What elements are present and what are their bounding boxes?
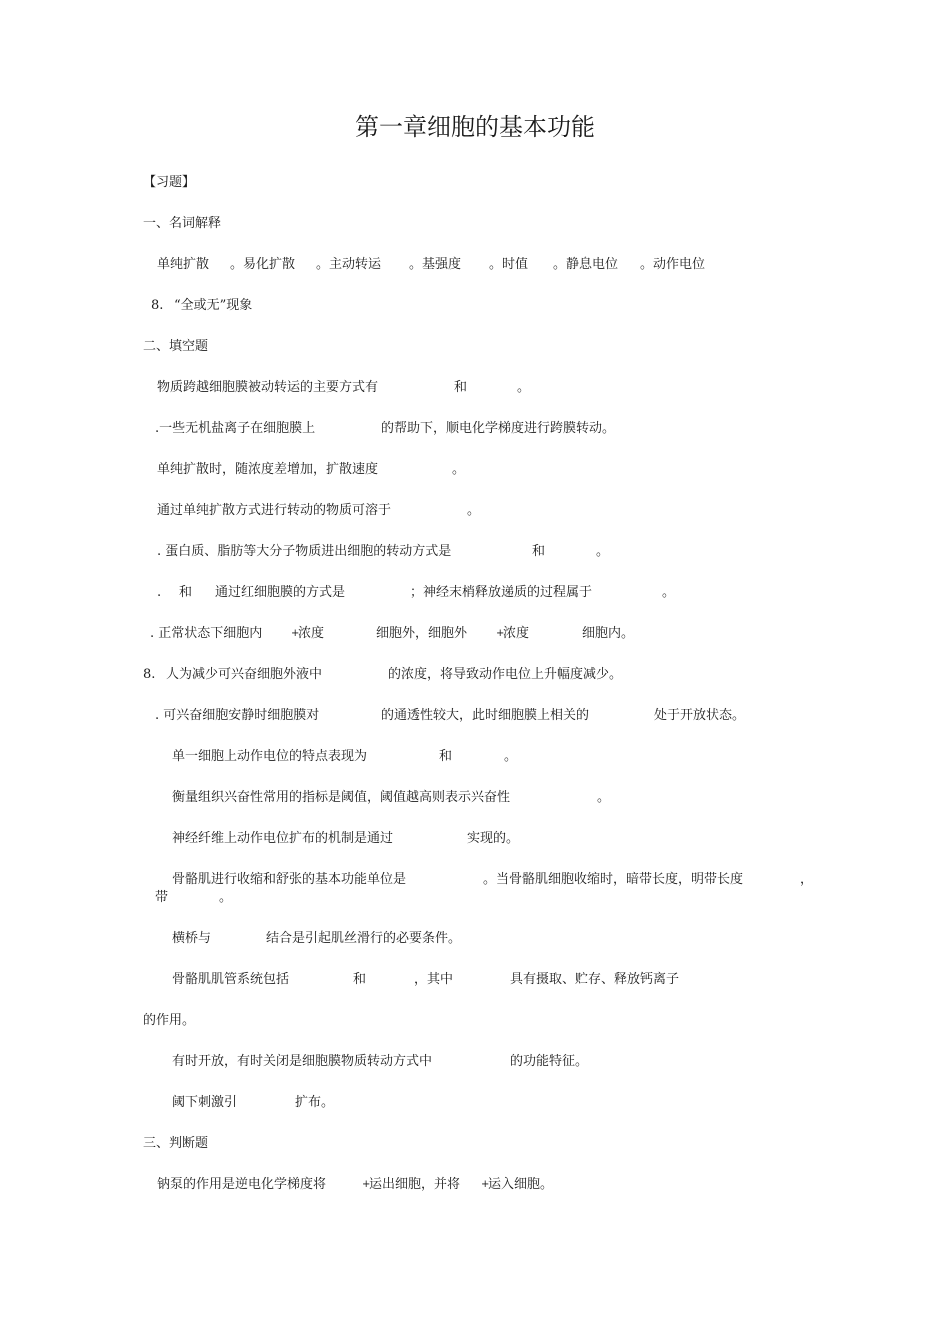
section-exercises-label: 【习题】	[143, 175, 196, 190]
term-item: 。主动转运	[316, 257, 382, 272]
question-text: 。	[504, 749, 518, 764]
question-text: 横桥与	[172, 931, 212, 946]
term-item: 。时值	[489, 257, 529, 272]
superscript-sign: +	[362, 1179, 371, 1190]
question-text: 浓度	[298, 626, 325, 641]
term-item: 。动作电位	[640, 257, 706, 272]
question-text: 。	[596, 544, 610, 559]
question-text: 具有摄取、贮存、释放钙离子	[510, 972, 680, 987]
question-text: 单一细胞上动作电位的特点表现为	[172, 749, 368, 764]
question-text: 人为减少可兴奋细胞外液中	[166, 667, 323, 682]
question-text: 运出细胞，并将	[369, 1177, 461, 1192]
term-8-number: 8.	[151, 298, 164, 313]
question-text: 和	[454, 380, 468, 395]
question-number: 8.	[143, 667, 156, 682]
question-text: 。	[467, 503, 481, 518]
question-text: 骨骼肌肌管系统包括	[172, 972, 290, 987]
section-2-heading: 二、填空题	[143, 339, 209, 354]
term-item: 。静息电位	[553, 257, 619, 272]
question-text: 运入细胞。	[488, 1177, 554, 1192]
question-text: 的帮助下，顺电化学梯度进行跨膜转动。	[381, 421, 616, 436]
question-text: 通过红细胞膜的方式是	[215, 585, 346, 600]
question-text: 有时开放，有时关闭是细胞膜物质转动方式中	[172, 1054, 433, 1069]
question-text: 单纯扩散时，随浓度差增加，扩散速度	[157, 462, 379, 477]
superscript-sign: +	[481, 1179, 490, 1190]
question-text: 和	[439, 749, 453, 764]
question-text: 细胞内。	[582, 626, 635, 641]
question-text: 的浓度，将导致动作电位上升幅度减少。	[388, 667, 623, 682]
question-text: 和	[532, 544, 546, 559]
question-text: 实现的。	[467, 831, 520, 846]
question-text: 。	[452, 462, 466, 477]
question-text: ，其中	[414, 972, 454, 987]
section-3-heading: 三、判断题	[143, 1136, 209, 1151]
question-text: 。当骨骼肌细胞收缩时，暗带长度，明带长度	[483, 872, 744, 887]
question-text: . 正常状态下细胞内	[150, 626, 263, 641]
question-text: 骨骼肌进行收缩和舒张的基本功能单位是	[172, 872, 407, 887]
question-text: .一些无机盐离子在细胞膜上	[155, 421, 316, 436]
question-text: . 蛋白质、脂肪等大分子物质进出细胞的转动方式是	[157, 544, 452, 559]
question-text: .	[157, 585, 162, 600]
question-text: 衡量组织兴奋性常用的指标是阈值，阈值越高则表示兴奋性	[172, 790, 511, 805]
question-text: 的功能特征。	[510, 1054, 589, 1069]
question-text: 处于开放状态。	[654, 708, 746, 723]
term-item: 。易化扩散	[230, 257, 296, 272]
fill-question-15-continued: 的作用。	[143, 1013, 196, 1028]
question-text: 钠泵的作用是逆电化学梯度将	[157, 1177, 327, 1192]
question-text: 阈下刺激引	[172, 1095, 238, 1110]
question-text: 带	[155, 890, 169, 905]
question-text: 。	[662, 585, 676, 600]
page-title: 第一章细胞的基本功能	[355, 113, 595, 141]
question-text: 。	[219, 890, 233, 905]
question-text: 。	[517, 380, 531, 395]
term-item: 单纯扩散	[157, 257, 210, 272]
section-1-heading: 一、名词解释	[143, 216, 222, 231]
question-text: 。	[597, 790, 611, 805]
question-text: 细胞外，细胞外	[376, 626, 468, 641]
question-text: 和	[353, 972, 367, 987]
question-text: 通过单纯扩散方式进行转动的物质可溶于	[157, 503, 392, 518]
term-8-text: “全或无”现象	[174, 298, 253, 313]
question-text: ，	[800, 872, 814, 887]
superscript-sign: +	[291, 628, 300, 639]
question-text: 结合是引起肌丝滑行的必要条件。	[266, 931, 462, 946]
superscript-sign: +	[496, 628, 505, 639]
question-text: 浓度	[503, 626, 530, 641]
question-text: 神经纤维上动作电位扩布的机制是通过	[172, 831, 394, 846]
question-text: ；神经末梢释放递质的过程属于	[410, 585, 593, 600]
question-text: 物质跨越细胞膜被动转运的主要方式有	[157, 380, 379, 395]
question-text: 的通透性较大，此时细胞膜上相关的	[381, 708, 590, 723]
question-text: . 可兴奋细胞安静时细胞膜对	[155, 708, 320, 723]
term-item: 。基强度	[409, 257, 462, 272]
question-text: 扩布。	[295, 1095, 335, 1110]
question-text: 和	[179, 585, 193, 600]
